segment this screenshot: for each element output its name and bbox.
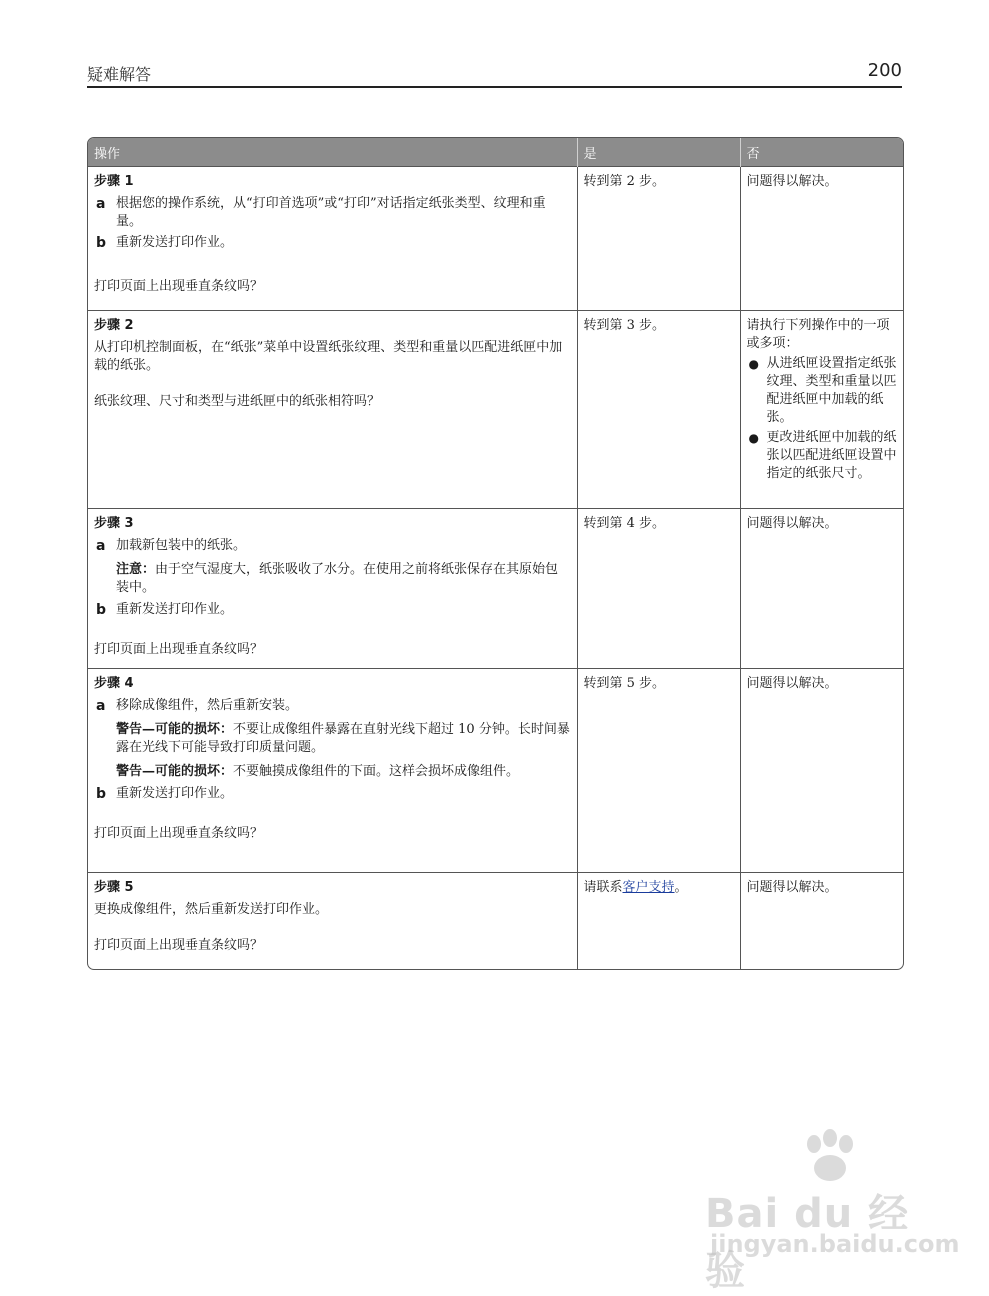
yes-cell: 转到第 3 步。 bbox=[577, 311, 740, 509]
column-header-action: 操作 bbox=[88, 138, 577, 167]
action-cell bbox=[88, 509, 577, 669]
sub-step-b: b 重新发送打印作业。 bbox=[96, 602, 234, 618]
warning-label: 警告—可能的损坏： bbox=[116, 722, 234, 737]
table-header-row bbox=[88, 138, 903, 167]
step-question: 打印页面上出现垂直条纹吗？ bbox=[94, 279, 264, 294]
bullet-icon: ● bbox=[748, 357, 759, 371]
column-header-yes: 是 bbox=[577, 138, 740, 167]
note-label: 注意： bbox=[116, 562, 156, 577]
step-question: 打印页面上出现垂直条纹吗？ bbox=[94, 826, 264, 841]
troubleshooting-table bbox=[87, 137, 904, 970]
step-question: 打印页面上出现垂直条纹吗？ bbox=[94, 938, 264, 953]
yes-cell: 请联系客户支持。 bbox=[577, 873, 740, 969]
step-title: 步骤 3 bbox=[94, 516, 134, 531]
table-row bbox=[88, 669, 903, 873]
table-row bbox=[88, 167, 903, 311]
yes-cell: 转到第 4 步。 bbox=[577, 509, 740, 669]
action-cell bbox=[88, 167, 577, 311]
warning-label: 警告—可能的损坏： bbox=[116, 764, 234, 779]
step-text: 更换成像组件，然后重新发送打印作业。 bbox=[94, 902, 329, 917]
action-cell bbox=[88, 311, 577, 509]
note: 注意：由于空气湿度大，纸张吸收了水分。在使用之前将纸张保存在其原始包装中。 bbox=[116, 562, 559, 595]
yes-cell: 转到第 5 步。 bbox=[577, 669, 740, 873]
step-question: 纸张纹理、尺寸和类型与进纸匣中的纸张相符吗？ bbox=[94, 394, 381, 409]
step-text: 从打印机控制面板，在“纸张”菜单中设置纸张纹理、类型和重量以匹配进纸匣中加载的纸张。 bbox=[94, 340, 563, 373]
no-cell: 问题得以解决。 bbox=[740, 167, 903, 311]
sub-step-b: b 重新发送打印作业。 bbox=[96, 235, 234, 251]
step-title: 步骤 1 bbox=[94, 174, 134, 189]
warning-note: 警告—可能的损坏：不要让成像组件暴露在直射光线下超过 10 分钟。长时间暴露在光线下可能导致打印质量问题。 bbox=[116, 722, 570, 755]
sub-step-a: a 根据您的操作系统，从“打印首选项”或“打印”对话指定纸张类型、纹理和重量。 bbox=[96, 196, 546, 229]
list-item: ● 更改进纸匣中加载的纸张以匹配进纸匣设置中指定的纸张尺寸。 bbox=[748, 430, 897, 481]
page-header bbox=[87, 60, 902, 88]
step-title: 步骤 2 bbox=[94, 318, 134, 333]
step-question: 打印页面上出现垂直条纹吗？ bbox=[94, 642, 264, 657]
table-row bbox=[88, 311, 903, 509]
action-cell bbox=[88, 873, 577, 969]
column-header-no: 否 bbox=[740, 138, 903, 167]
paw-icon bbox=[800, 1128, 860, 1188]
watermark-url: jingyan.baidu.com bbox=[710, 1230, 960, 1258]
page-number: 200 bbox=[867, 60, 902, 81]
watermark bbox=[705, 1130, 960, 1294]
step-title: 步骤 4 bbox=[94, 676, 134, 691]
no-cell: 问题得以解决。 bbox=[740, 873, 903, 969]
action-cell bbox=[88, 669, 577, 873]
no-intro: 请执行下列操作中的一项或多项： bbox=[746, 318, 890, 351]
step-title: 步骤 5 bbox=[94, 880, 134, 895]
yes-cell: 转到第 2 步。 bbox=[577, 167, 740, 311]
list-item: ● 从进纸匣设置指定纸张纹理、类型和重量以匹配进纸匣中加载的纸张。 bbox=[748, 356, 897, 425]
sub-step-a: a 移除成像组件，然后重新安装。 bbox=[96, 698, 299, 714]
warning-note: 警告—可能的损坏：不要触摸成像组件的下面。这样会损坏成像组件。 bbox=[116, 764, 520, 779]
no-cell: 问题得以解决。 bbox=[740, 669, 903, 873]
watermark-logo: Bai du 经验 bbox=[705, 1191, 910, 1294]
bullet-icon: ● bbox=[748, 431, 759, 445]
section-title: 疑难解答 bbox=[87, 65, 152, 84]
customer-support-link[interactable]: 客户支持 bbox=[622, 880, 675, 895]
table-row bbox=[88, 873, 903, 969]
sub-step-b: b 重新发送打印作业。 bbox=[96, 786, 234, 802]
sub-step-a: a 加载新包装中的纸张。 bbox=[96, 538, 247, 554]
no-cell: 问题得以解决。 bbox=[740, 509, 903, 669]
no-cell bbox=[740, 311, 903, 509]
table-row bbox=[88, 509, 903, 669]
